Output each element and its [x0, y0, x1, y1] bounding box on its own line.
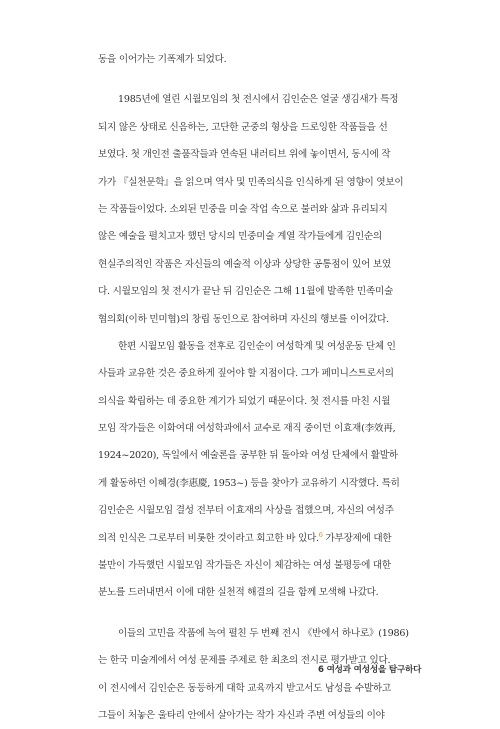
text-line: 한편 시월모임 활동을 전후로 김인순이 여성학계 및 여성운동 단체 인 — [118, 340, 396, 352]
text-line: 분노를 드러내면서 이에 대한 실천적 해결의 길을 함께 모색해 나갔다. — [98, 587, 379, 599]
text-line: 는 작품들이었다. 소외된 민중을 미술 작업 속으로 불러와 삶과 유리되지 — [98, 203, 388, 215]
text-line: 모임 작가들은 이화여대 여성학과에서 교수로 재직 중이던 이효재(李效再, — [98, 423, 396, 435]
text-line: 그들이 처놓은 울타리 안에서 살아가는 작가 자신과 주변 여성들의 이야 — [98, 709, 385, 721]
text-line: 이들의 고민을 작품에 녹여 펼친 두 번째 전시 《반에서 하나로》(1986) — [118, 627, 409, 639]
text-run: 가부장제에 대한 — [322, 532, 392, 544]
text-line: 게 활동하던 이혜경(李惠慶, 1953~) 등을 찾아가 교유하기 시작했다. 특히 — [98, 477, 400, 489]
text-line: 1924~2020), 독일에서 예술론을 공부한 뒤 돌아와 여성 단체에서 활발하 — [98, 450, 398, 462]
text-line: 김인순은 시월모임 결성 전부터 이효재의 사상을 접했으며, 자신의 여성주 — [98, 505, 394, 517]
text-line: 동을 이어가는 기폭제가 되었다. — [98, 54, 227, 65]
text-line: 다. 시월모임의 첫 전시가 끝난 뒤 김인순은 그해 11월에 발족한 민족미술 — [98, 286, 393, 298]
text-line: 사들과 교유한 것은 중요하게 짚어야 할 지점이다. 그가 페미니스트로서의 — [98, 368, 394, 380]
text-line: 되지 않은 상태로 신음하는, 고단한 군중의 형상을 드로잉한 작품들을 선 — [98, 121, 388, 133]
text-line: 불만이 가득했던 시월모임 작가들은 자신이 체감하는 여성 불평등에 대한 — [98, 560, 391, 572]
endnote-marker[interactable]: 6 — [318, 530, 323, 539]
text-line: 이 전시에서 김인순은 동등하게 대학 교육까지 받고서도 남성을 수발하고 — [98, 682, 391, 694]
text-line: 는 한국 미술계에서 여성 문제를 주제로 한 최초의 전시로 평가받고 있다. — [98, 655, 391, 667]
text-line: 보였다. 첫 개인전 출품작들과 연속된 내러티브 위에 놓이면서, 동시에 작 — [98, 149, 391, 161]
text-line: 1985년에 열린 시월모임의 첫 전시에서 김인순은 얼굴 생김새가 특정 — [118, 94, 399, 106]
body-text — [98, 46, 438, 729]
text-line: 현실주의적인 작품은 자신들의 예술적 이상과 상당한 공통점이 있어 보였 — [98, 258, 391, 270]
text-line: 가가 『실천문학』을 읽으며 역사 및 민족의식을 인식하게 된 영향이 엿보이 — [98, 176, 404, 188]
running-footer: 6 여성과 여성성을 탐구하다 — [318, 665, 422, 675]
text-run: 의적 인식은 그로부터 비롯한 것이라고 회고한 바 있다. — [98, 532, 319, 544]
text-line: 않은 예술을 펼치고자 했던 당시의 민중미술 계열 작가들에게 김인순의 — [98, 231, 382, 243]
paragraph-1 — [98, 46, 438, 73]
paragraph-3 — [98, 333, 438, 607]
text-line: 협의회(이하 민미협)의 창립 동인으로 참여하며 자신의 행보를 이어갔다. — [98, 313, 389, 325]
text-line-with-note — [98, 525, 438, 552]
paragraph-2 — [98, 86, 438, 333]
text-line: 의식을 확립하는 데 중요한 계기가 되었기 때문이다. 첫 전시를 마친 시월 — [98, 395, 391, 407]
